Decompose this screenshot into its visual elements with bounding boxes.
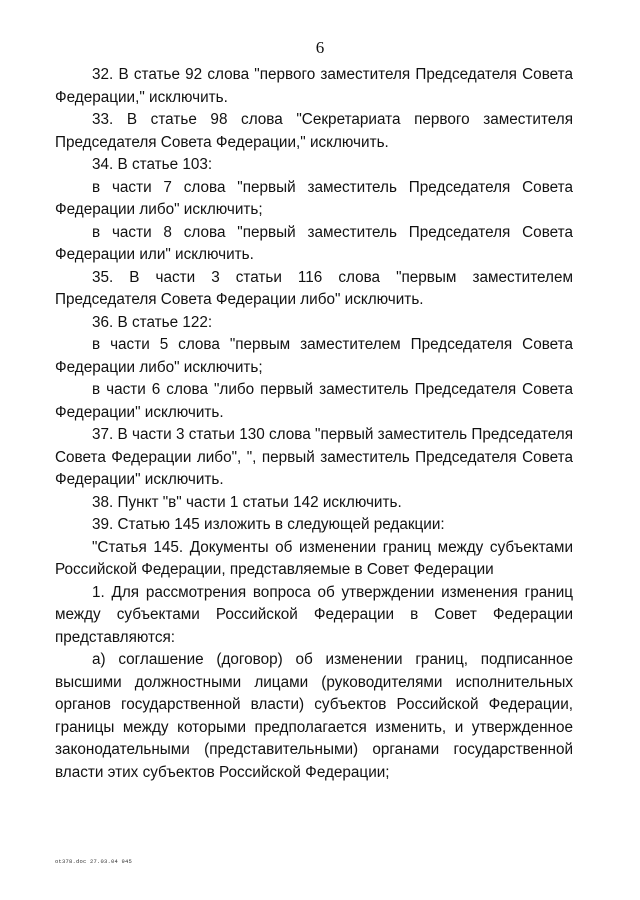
paragraph-item-35: 35. В части 3 статьи 116 слова "первым заместителем Председателя Совета Федерации либо" исключить.	[55, 268, 573, 308]
paragraph-item-37: 37. В части 3 статьи 130 слова "первый заместитель Председателя Совета Федерации либо", ", первый заместитель Председателя Совета Федерации" исключить.	[55, 426, 573, 488]
paragraph-item-34: 34. В статье 103:	[92, 156, 213, 173]
paragraph-item-36-part-6: в части 6 слова "либо первый заместитель Председателя Совета Федерации" исключить.	[55, 381, 573, 421]
paragraph-item-36: 36. В статье 122:	[92, 313, 213, 331]
paragraph-item-38: 38. Пункт "в" части 1 статьи 142 исключить.	[92, 493, 402, 511]
footer-document-code: ot378.doc 27.03.04 945	[55, 858, 133, 865]
paragraph-item-32: 32. В статье 92 слова "первого заместителя Председателя Совета Федерации," исключить.	[55, 66, 573, 106]
paragraph-item-34-part-7: в части 7 слова "первый заместитель Председателя Совета Федерации либо" исключить;	[55, 178, 573, 218]
paragraph-item-34-part-8: в части 8 слова "первый заместитель Председателя Совета Федерации или" исключить.	[55, 223, 573, 263]
page-number: 6	[315, 38, 325, 57]
paragraph-item-36-part-5: в части 5 слова "первым заместителем Председателя Совета Федерации либо" исключить;	[55, 336, 573, 376]
article-145-part-1: 1. Для рассмотрения вопроса об утверждении изменения границ между субъектами Российской Федерации в Совет Федерации представляются:	[55, 583, 573, 646]
article-145-subitem-a: а) соглашение (договор) об изменении границ, подписанное высшими должностными лицами (руководителями исполнительных органов государственной власти) субъектов Российской Федерации, границы между которыми предполагается изменить, и утвержденное законодательными (представительными) органами государственной власти этих субъектов Российской Федерации;	[55, 651, 573, 781]
paragraph-item-33: 33. В статье 98 слова "Секретариата первого заместителя Председателя Совета Федерации," исключить.	[55, 111, 573, 151]
document-body	[55, 64, 573, 784]
paragraph-item-39: 39. Статью 145 изложить в следующей редакции:	[92, 516, 445, 533]
article-145-heading: "Статья 145. Документы об изменении границ между субъектами Российской Федерации, представляемые в Совет Федерации	[55, 538, 573, 578]
